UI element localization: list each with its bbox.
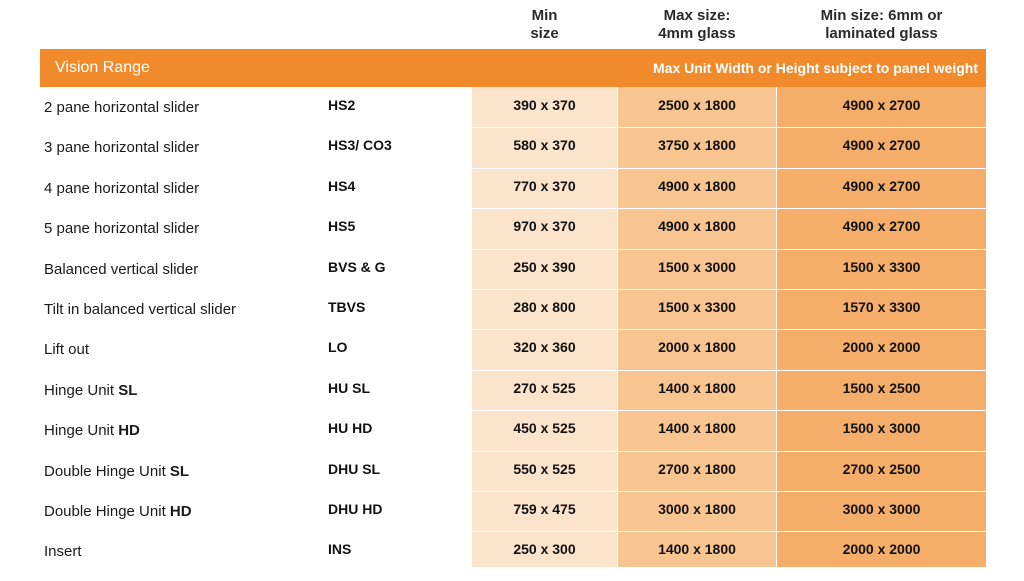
product-name-text: Tilt in balanced vertical slider xyxy=(44,301,237,318)
table-row xyxy=(0,127,1024,167)
product-name-text: Hinge Unit xyxy=(44,422,119,439)
table-row xyxy=(0,168,1024,208)
min-size-value: 580 x 370 xyxy=(513,137,576,153)
product-name xyxy=(44,180,199,197)
product-name xyxy=(44,463,189,480)
min-6mm-value: 2000 x 2000 xyxy=(842,339,921,355)
product-name-text: 4 pane horizontal slider xyxy=(44,180,200,197)
min-size-value: 280 x 800 xyxy=(513,299,576,315)
table-row xyxy=(0,531,1024,571)
table-row xyxy=(0,410,1024,450)
table-row xyxy=(0,249,1024,289)
banner-note: Max Unit Width or Height subject to panel weight xyxy=(653,60,978,76)
max-4mm-value: 3000 x 1800 xyxy=(658,501,736,517)
min-size-value: 250 x 300 xyxy=(513,541,576,557)
product-name xyxy=(44,341,89,358)
product-name-text: Balanced vertical slider xyxy=(44,261,199,278)
max-4mm-value: 4900 x 1800 xyxy=(658,218,736,234)
min-size-value: 450 x 525 xyxy=(513,420,576,436)
max-4mm-value: 1500 x 3000 xyxy=(658,259,736,275)
product-name xyxy=(44,503,192,520)
product-name xyxy=(44,422,140,439)
product-code: LO xyxy=(328,339,348,355)
product-code: HS3/ CO3 xyxy=(328,137,392,153)
product-code: TBVS xyxy=(328,299,366,315)
product-code: HS5 xyxy=(328,218,356,234)
min-size-value: 770 x 370 xyxy=(513,178,576,194)
product-code: HU SL xyxy=(328,380,370,396)
max-4mm-value: 3750 x 1800 xyxy=(658,137,736,153)
product-name xyxy=(44,99,199,116)
product-name-text: Double Hinge Unit xyxy=(44,463,170,480)
product-name xyxy=(44,382,137,399)
product-name xyxy=(44,139,199,156)
product-name-text: 3 pane horizontal slider xyxy=(44,139,200,156)
product-name-text: 2 pane horizontal slider xyxy=(44,99,200,116)
min-6mm-value: 4900 x 2700 xyxy=(842,97,921,113)
product-name xyxy=(44,543,82,560)
table-row xyxy=(0,451,1024,491)
table-row xyxy=(0,329,1024,369)
min-size-value: 759 x 475 xyxy=(513,501,576,517)
product-name xyxy=(44,301,236,318)
table-row xyxy=(0,87,1024,127)
product-name-text: Hinge Unit xyxy=(44,382,119,399)
min-6mm-value: 1500 x 2500 xyxy=(842,380,921,396)
table-row xyxy=(0,491,1024,531)
min-6mm-value: 3000 x 3000 xyxy=(842,501,921,517)
product-name-suffix: HD xyxy=(118,422,140,439)
product-code: HS4 xyxy=(328,178,356,194)
max-4mm-value: 1400 x 1800 xyxy=(658,541,736,557)
product-code: DHU HD xyxy=(328,501,383,517)
max-4mm-value: 2000 x 1800 xyxy=(658,339,736,355)
product-name-text: 5 pane horizontal slider xyxy=(44,220,200,237)
min-6mm-value: 1500 x 3000 xyxy=(842,420,921,436)
min-6mm-value: 4900 x 2700 xyxy=(842,178,921,194)
product-name-text: Lift out xyxy=(44,341,90,358)
table-row xyxy=(0,370,1024,410)
header-max-4mm: Max size: 4mm glass xyxy=(658,7,736,42)
product-name-text: Insert xyxy=(44,543,82,560)
min-6mm-value: 4900 x 2700 xyxy=(842,218,921,234)
table-row xyxy=(0,208,1024,248)
min-6mm-value: 2700 x 2500 xyxy=(842,461,921,477)
min-size-value: 970 x 370 xyxy=(513,218,576,234)
min-size-value: 550 x 525 xyxy=(513,461,576,477)
table-row xyxy=(0,289,1024,329)
min-size-value: 250 x 390 xyxy=(513,259,576,275)
max-4mm-value: 2500 x 1800 xyxy=(658,97,736,113)
max-4mm-value: 4900 x 1800 xyxy=(658,178,736,194)
max-4mm-value: 1400 x 1800 xyxy=(658,420,736,436)
product-name-text: Double Hinge Unit xyxy=(44,503,170,520)
min-size-value: 270 x 525 xyxy=(513,380,576,396)
min-6mm-value: 1570 x 3300 xyxy=(842,299,921,315)
min-6mm-value: 4900 x 2700 xyxy=(842,137,921,153)
max-4mm-value: 1400 x 1800 xyxy=(658,380,736,396)
max-4mm-value: 2700 x 1800 xyxy=(658,461,736,477)
product-code: BVS & G xyxy=(328,259,386,275)
header-min-6mm: Min size: 6mm or laminated glass xyxy=(820,7,943,42)
product-code: DHU SL xyxy=(328,461,381,477)
product-name-suffix: SL xyxy=(169,463,190,480)
product-code: INS xyxy=(328,541,352,557)
min-6mm-value: 1500 x 3300 xyxy=(842,259,921,275)
min-6mm-value: 2000 x 2000 xyxy=(842,541,921,557)
product-name xyxy=(44,220,199,237)
product-code: HU HD xyxy=(328,420,373,436)
max-4mm-value: 1500 x 3300 xyxy=(658,299,736,315)
banner-title: Vision Range xyxy=(55,59,150,76)
product-name xyxy=(44,261,198,278)
min-size-value: 390 x 370 xyxy=(513,97,576,113)
min-size-value: 320 x 360 xyxy=(513,339,576,355)
product-code: HS2 xyxy=(328,97,356,113)
product-name-suffix: SL xyxy=(118,382,138,399)
product-name-suffix: HD xyxy=(169,503,192,520)
vision-range-banner xyxy=(40,49,986,87)
header-min-size: Min size xyxy=(530,7,559,42)
